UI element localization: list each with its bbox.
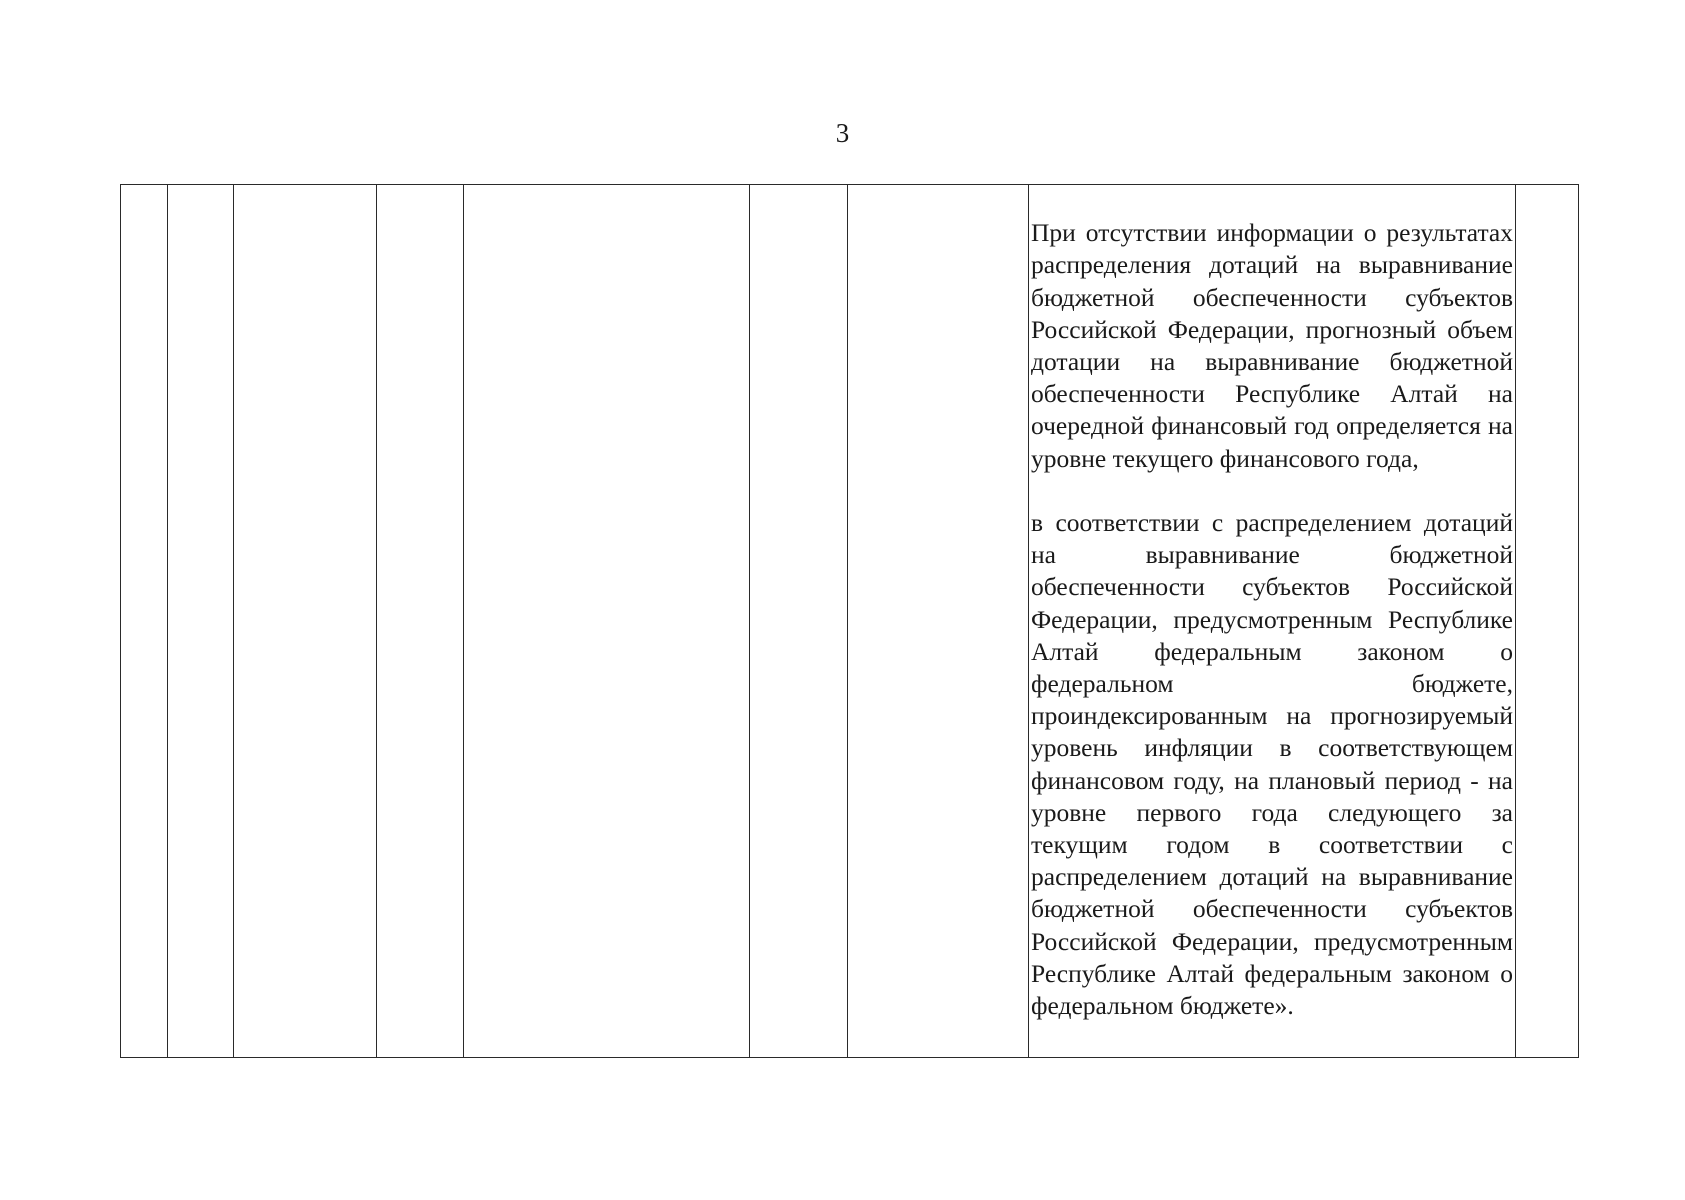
cell-text [1029,185,1515,1054]
empty-cell-7 [848,185,1029,1058]
empty-cell-3 [234,185,377,1058]
empty-cell-6 [750,185,848,1058]
empty-cell-4 [377,185,464,1058]
table-row [121,185,1579,1058]
empty-cell-2 [168,185,234,1058]
empty-cell-1 [121,185,168,1058]
paragraph-2: в соответствии с распределением дотаций на выравнивание бюджетной обеспеченности субъектов Российской Федерации, предусмотренным Республике Алтай федеральным законом о федеральном бюджете, проиндексированным на прогнозируемый уровень инфляции в соответствующем финансовом году, на плановый период - на уровне первого года следующего за текущим годом в соответствии с распределением дотаций на выравнивание бюджетной обеспеченности субъектов Российской Федерации, предусмотренным Республике Алтай федеральным законом о федеральном бюджете». [1031,508,1513,1021]
empty-cell-5 [464,185,750,1058]
page-number: 3 [835,118,850,148]
document-table [120,184,1579,1058]
paragraph-1: При отсутствии информации о результатах распределения дотаций на выравнивание бюджетной обеспеченности субъектов Российской Федерации, прогнозный объем дотации на выравнивание бюджетной обеспеченности Республике Алтай на очередной финансовый год определяется на уровне текущего финансового года, [1031,218,1513,473]
text-cell [1029,185,1516,1058]
empty-cell-9 [1516,185,1579,1058]
